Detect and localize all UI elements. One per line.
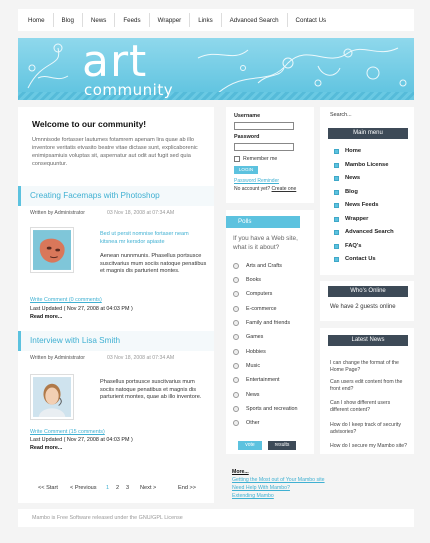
menu-item-home[interactable] xyxy=(334,148,361,154)
header-banner xyxy=(18,38,414,100)
poll-option[interactable] xyxy=(233,349,266,355)
bullet-icon xyxy=(334,190,339,195)
pager-page-3[interactable]: 3 xyxy=(126,485,130,491)
login-button[interactable]: LOGIN xyxy=(234,166,258,174)
bullet-icon xyxy=(334,257,339,262)
menu-item-news-feeds[interactable] xyxy=(334,202,379,208)
menu-item-label: Advanced Search xyxy=(345,229,394,235)
bullet-icon xyxy=(334,244,339,249)
menu-item-label: FAQ's xyxy=(345,243,362,249)
poll-question: If you have a Web site, what is it about? xyxy=(233,235,298,251)
username-input[interactable] xyxy=(234,122,294,130)
poll-option-label: Computers xyxy=(246,291,273,297)
poll-option[interactable] xyxy=(233,406,298,412)
article-title[interactable]: Creating Facemaps with Photoshop xyxy=(30,191,160,200)
banner-stripes xyxy=(18,92,414,100)
nav-divider xyxy=(53,13,54,27)
pager-page-2[interactable]: 2 xyxy=(116,485,120,491)
menu-item-label: Home xyxy=(345,148,362,154)
search-box xyxy=(320,107,414,125)
vote-button[interactable]: vote xyxy=(238,441,262,450)
news-item[interactable]: How do I keep track of security advisories? xyxy=(330,422,401,435)
menu-item-news[interactable] xyxy=(334,175,360,181)
poll-option-label: Hobbies xyxy=(246,349,266,355)
poll-option[interactable] xyxy=(233,363,260,369)
mask-image-icon xyxy=(33,230,71,270)
online-count-text: We have 2 guests online xyxy=(330,304,396,310)
bullet-icon xyxy=(334,163,339,168)
more-links xyxy=(232,468,332,500)
article-thumbnail xyxy=(30,227,74,273)
more-link[interactable]: Getting the Most out of Your Mambo site xyxy=(232,477,325,483)
welcome-title: Welcome to our community! xyxy=(32,119,147,129)
poll-option[interactable] xyxy=(233,377,280,383)
article-header xyxy=(18,331,214,351)
nav-divider xyxy=(82,13,83,27)
news-item[interactable]: Can users edit content from the front end? xyxy=(330,379,403,392)
latest-news xyxy=(320,328,414,454)
radio-icon[interactable] xyxy=(233,320,239,326)
nav-divider xyxy=(287,13,288,27)
menu-item-contact-us[interactable] xyxy=(334,256,376,262)
last-updated: Last Updated ( Nov 27, 2008 at 04:03 PM ) xyxy=(30,306,133,312)
poll-option[interactable] xyxy=(233,263,282,269)
radio-icon[interactable] xyxy=(233,392,239,398)
floral-ornament-icon xyxy=(18,38,414,100)
article-author: Written by Administrator xyxy=(30,210,85,216)
poll-option-label: Music xyxy=(246,363,261,369)
poll-option[interactable] xyxy=(233,291,272,297)
results-button[interactable]: results xyxy=(268,441,296,450)
username-label: Username xyxy=(234,113,261,119)
menu-item-label: Mambo License xyxy=(345,162,389,168)
radio-icon[interactable] xyxy=(233,363,239,369)
password-reminder-link[interactable]: Password Reminder xyxy=(234,178,280,184)
more-link[interactable]: Extending Mambo xyxy=(232,493,274,499)
radio-icon[interactable] xyxy=(233,406,239,412)
bullet-icon xyxy=(334,230,339,235)
nav-divider xyxy=(149,13,150,27)
nav-blog[interactable]: Blog xyxy=(61,16,74,24)
whos-online-header: Who's Online xyxy=(328,286,408,297)
poll-option-label: Books xyxy=(246,277,261,283)
article-date: 03 Nov 18, 2008 at 07:34 AM xyxy=(106,355,175,361)
poll-option-label: Games xyxy=(246,334,264,340)
polls-header: Polls xyxy=(226,216,300,228)
main-menu xyxy=(320,125,414,275)
whos-online xyxy=(320,281,414,321)
footer xyxy=(18,509,414,527)
poll-option-label: Sports and recreation xyxy=(246,406,298,412)
nav-news[interactable]: News xyxy=(90,16,107,24)
bullet-icon xyxy=(334,203,339,208)
write-comment-link[interactable]: Write Comment (15 comments) xyxy=(30,429,105,435)
bullet-icon xyxy=(334,217,339,222)
article-meta xyxy=(30,355,174,361)
article-body: Aenean nunnmunis. Phasellus portsusce suscitvarius mum sociis natoque penatibus et magnis dis parturient montes. xyxy=(100,253,207,274)
menu-item-label: Wrapper xyxy=(345,216,369,222)
radio-icon[interactable] xyxy=(233,277,239,283)
nav-wrapper[interactable]: Wrapper xyxy=(157,16,182,24)
site-logo-subtitle: community xyxy=(84,81,174,99)
radio-icon[interactable] xyxy=(233,420,239,426)
welcome-text: Umnnisode fortasser lautumes fotamrem apenam lira quae ab illo inventore veritatis etvasito beatre vitae dictase sunt, explicaborenic enimipsamiuis voluptas sit, aspernatur aut odit aut fugit sed quia consequuntur. xyxy=(32,137,198,167)
poll-option-label: Family and friends xyxy=(246,320,291,326)
pager-next[interactable]: Next > xyxy=(140,485,157,491)
radio-icon[interactable] xyxy=(233,263,239,269)
last-updated: Last Updated ( Nov 27, 2008 at 04:03 PM ) xyxy=(30,437,133,443)
article-author: Written by Administrator xyxy=(30,355,85,361)
remember-me-checkbox[interactable] xyxy=(234,156,240,162)
poll-option[interactable] xyxy=(233,420,259,426)
create-account-link[interactable]: Create one xyxy=(271,186,297,192)
nav-divider xyxy=(114,13,115,27)
article-title[interactable]: Interview with Lisa Smith xyxy=(30,336,121,345)
menu-item-mambo-license[interactable] xyxy=(334,162,389,168)
bullet-icon xyxy=(334,149,339,154)
article-header xyxy=(18,186,214,206)
radio-icon[interactable] xyxy=(233,334,239,340)
menu-item-label: News xyxy=(345,175,361,181)
poll-option[interactable] xyxy=(233,320,290,326)
nav-divider xyxy=(221,13,222,27)
menu-item-label: News Feeds xyxy=(345,202,379,208)
polls-box xyxy=(226,210,314,454)
remember-me-label: Remember me xyxy=(243,156,278,162)
poll-option-label: Entertainment xyxy=(246,377,280,383)
bullet-icon xyxy=(334,176,339,181)
password-input[interactable] xyxy=(234,143,294,151)
menu-item-wrapper[interactable] xyxy=(334,216,368,222)
nav-links[interactable]: Links xyxy=(198,16,213,24)
poll-option[interactable] xyxy=(233,334,263,340)
login-form xyxy=(226,107,314,203)
top-nav xyxy=(18,9,414,31)
radio-icon[interactable] xyxy=(233,377,239,383)
main-menu-header: Main menu xyxy=(328,128,408,139)
menu-item-faqs[interactable] xyxy=(334,243,362,249)
news-item[interactable]: Can I show different users different content? xyxy=(330,400,391,413)
pager-end[interactable]: End >> xyxy=(178,485,197,491)
poll-option-label: News xyxy=(246,392,260,398)
poll-option[interactable] xyxy=(233,392,259,398)
poll-option[interactable] xyxy=(233,306,277,312)
article-date: 03 Nov 18, 2008 at 07:34 AM xyxy=(106,210,175,216)
radio-icon[interactable] xyxy=(233,306,239,312)
article-lead[interactable]: Bed ut persit nomnise fortaser neam kitsnea mr kersdor apiaste xyxy=(100,231,189,245)
write-comment-link[interactable]: Write Comment (0 comments) xyxy=(30,297,102,303)
poll-option-label: Other xyxy=(246,420,260,426)
poll-option-label: E-commerce xyxy=(246,306,277,312)
poll-option-label: Arts and Crafts xyxy=(246,263,282,269)
nav-contact-us[interactable]: Contact Us xyxy=(295,16,327,24)
search-input[interactable]: Search... xyxy=(330,112,352,118)
site-logo-title: art xyxy=(82,38,148,87)
poll-option[interactable] xyxy=(233,277,261,283)
article-meta xyxy=(30,210,174,216)
radio-icon[interactable] xyxy=(233,349,239,355)
news-item[interactable]: I can change the format of the Home Page? xyxy=(330,360,399,373)
latest-news-header: Latest News xyxy=(328,335,408,346)
nav-home[interactable]: Home xyxy=(28,16,45,24)
main-content xyxy=(18,107,214,503)
menu-item-label: Contact Us xyxy=(345,256,376,262)
article-body: Phasellus portsusce suscitvarius mum sociis natoque penatibus et magnis dis parturient montes, quae ab illo inventore. xyxy=(100,379,202,400)
more-label[interactable]: More... xyxy=(232,469,249,475)
article-thumbnail xyxy=(30,374,74,420)
password-label: Password xyxy=(234,134,260,140)
no-account-label: No account yet? xyxy=(234,186,271,192)
pager-start[interactable]: << Start xyxy=(38,485,58,491)
news-item[interactable]: How do I secure my Mambo site? xyxy=(330,443,407,449)
woman-portrait-icon xyxy=(33,377,71,417)
nav-divider xyxy=(189,13,190,27)
more-link[interactable]: Need Help With Mambo? xyxy=(232,485,290,491)
read-more-link[interactable]: Read more... xyxy=(30,314,63,320)
nav-feeds[interactable]: Feeds xyxy=(123,16,141,24)
read-more-link[interactable]: Read more... xyxy=(30,445,63,451)
footer-text: Mambo is Free Software released under the GNU/GPL License xyxy=(32,515,183,521)
no-account-text xyxy=(234,186,296,192)
menu-item-blog[interactable] xyxy=(334,189,358,195)
pager-page-1[interactable]: 1 xyxy=(106,485,110,491)
menu-item-advanced-search[interactable] xyxy=(334,229,394,235)
nav-advanced-search[interactable]: Advanced Search xyxy=(229,16,279,24)
menu-item-label: Blog xyxy=(345,189,358,195)
pager-previous[interactable]: < Previous xyxy=(70,485,97,491)
radio-icon[interactable] xyxy=(233,291,239,297)
